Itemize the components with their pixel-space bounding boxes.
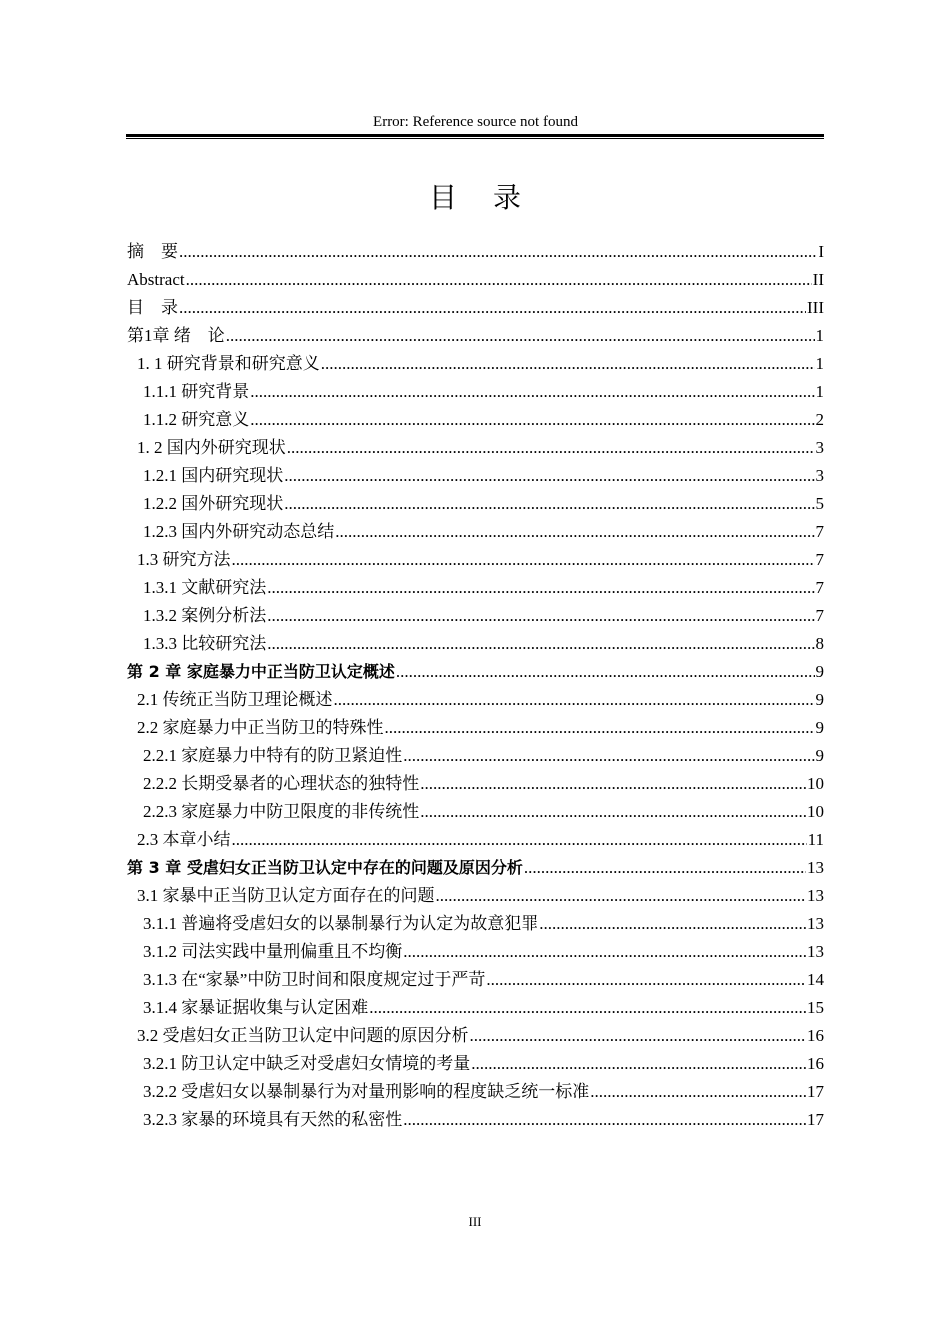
dot-leader bbox=[179, 238, 817, 266]
toc-entry-label: 1.2.2 国外研究现状 bbox=[143, 494, 284, 513]
toc-entry[interactable] bbox=[127, 462, 824, 490]
toc-entry[interactable] bbox=[127, 266, 824, 294]
dot-leader bbox=[321, 350, 815, 378]
toc-entry[interactable] bbox=[127, 602, 824, 630]
toc-entry-label: 1.3.3 比较研究法 bbox=[143, 634, 267, 653]
toc-entry[interactable] bbox=[127, 238, 824, 266]
toc-entry[interactable] bbox=[127, 994, 824, 1022]
dot-leader bbox=[420, 770, 806, 798]
dot-leader bbox=[403, 1106, 806, 1134]
running-header: Error: Reference source not found bbox=[373, 114, 578, 130]
toc-entry-label: 2.2.2 长期受暴者的心理状态的独特性 bbox=[143, 774, 420, 793]
table-of-contents bbox=[127, 238, 824, 1134]
toc-entry-label: 摘 要 bbox=[127, 242, 178, 261]
toc-entry-label: 3.2 受虐妇女正当防卫认定中问题的原因分析 bbox=[137, 1026, 469, 1045]
dot-leader bbox=[250, 406, 814, 434]
toc-entry[interactable] bbox=[127, 1022, 824, 1050]
dot-leader bbox=[420, 798, 806, 826]
toc-entry-label: 第 3 章 受虐妇女正当防卫认定中存在的问题及原因分析 bbox=[127, 858, 523, 877]
toc-entry[interactable] bbox=[127, 630, 824, 658]
toc-entry-label: 2.1 传统正当防卫理论概述 bbox=[137, 690, 333, 709]
toc-entry-page: 1 bbox=[815, 326, 824, 345]
dot-leader bbox=[369, 994, 806, 1022]
toc-entry[interactable] bbox=[127, 406, 824, 434]
toc-entry[interactable] bbox=[127, 294, 824, 322]
toc-entry-label: 2.2.3 家庭暴力中防卫限度的非传统性 bbox=[143, 802, 420, 821]
toc-entry-page: 5 bbox=[815, 494, 824, 513]
toc-entry-page: 13 bbox=[807, 942, 824, 961]
toc-entry-label: 3.1.1 普遍将受虐妇女的以暴制暴行为认定为故意犯罪 bbox=[143, 914, 539, 933]
toc-entry-label: 第 2 章 家庭暴力中正当防卫认定概述 bbox=[127, 662, 395, 681]
dot-leader bbox=[396, 658, 815, 686]
toc-entry-page: 9 bbox=[815, 746, 824, 765]
dot-leader bbox=[267, 602, 814, 630]
toc-entry-page: 13 bbox=[807, 858, 824, 877]
toc-entry-label: 1.1.1 研究背景 bbox=[143, 382, 250, 401]
dot-leader bbox=[179, 294, 806, 322]
toc-entry-page: 2 bbox=[815, 410, 824, 429]
toc-entry[interactable] bbox=[127, 434, 824, 462]
dot-leader bbox=[524, 854, 806, 882]
toc-entry-page: 7 bbox=[815, 550, 824, 569]
toc-entry[interactable] bbox=[127, 658, 824, 686]
page-title: 目录 bbox=[428, 181, 557, 214]
toc-entry-page: 1 bbox=[815, 354, 824, 373]
toc-entry-label: Abstract bbox=[127, 270, 185, 289]
dot-leader bbox=[403, 742, 814, 770]
toc-entry-page: 16 bbox=[807, 1026, 824, 1045]
toc-entry[interactable] bbox=[127, 854, 824, 882]
dot-leader bbox=[226, 322, 815, 350]
toc-entry-label: 1.3 研究方法 bbox=[137, 550, 231, 569]
toc-entry[interactable] bbox=[127, 378, 824, 406]
toc-entry[interactable] bbox=[127, 686, 824, 714]
toc-entry[interactable] bbox=[127, 714, 824, 742]
header-rule-thick bbox=[126, 134, 824, 137]
dot-leader bbox=[250, 378, 814, 406]
toc-entry-label: 1.2.3 国内外研究动态总结 bbox=[143, 522, 335, 541]
dot-leader bbox=[287, 434, 815, 462]
dot-leader bbox=[403, 938, 806, 966]
toc-entry-page: III bbox=[807, 298, 824, 317]
toc-entry-label: 3.2.1 防卫认定中缺乏对受虐妇女情境的考量 bbox=[143, 1054, 471, 1073]
toc-entry-label: 3.2.2 受虐妇女以暴制暴行为对量刑影响的程度缺乏统一标准 bbox=[143, 1082, 590, 1101]
dot-leader bbox=[267, 574, 814, 602]
toc-entry-label: 第1章 绪 论 bbox=[127, 326, 225, 345]
toc-entry-page: 17 bbox=[807, 1082, 824, 1101]
toc-entry-page: 7 bbox=[815, 522, 824, 541]
toc-entry-page: 10 bbox=[807, 802, 824, 821]
toc-entry-page: 13 bbox=[807, 914, 824, 933]
dot-leader bbox=[385, 714, 815, 742]
toc-entry-label: 3.1.3 在“家暴”中防卫时间和限度规定过于严苛 bbox=[143, 970, 486, 989]
toc-entry-page: 7 bbox=[815, 578, 824, 597]
toc-entry-page: 16 bbox=[807, 1054, 824, 1073]
toc-entry-page: 10 bbox=[807, 774, 824, 793]
toc-entry[interactable] bbox=[127, 742, 824, 770]
dot-leader bbox=[471, 1050, 806, 1078]
dot-leader bbox=[334, 686, 815, 714]
dot-leader bbox=[335, 518, 814, 546]
toc-entry-page: 3 bbox=[815, 438, 824, 457]
toc-entry-page: 1 bbox=[815, 382, 824, 401]
toc-entry[interactable] bbox=[127, 574, 824, 602]
dot-leader bbox=[470, 1022, 807, 1050]
toc-entry[interactable] bbox=[127, 490, 824, 518]
toc-entry[interactable] bbox=[127, 350, 824, 378]
toc-entry-page: 14 bbox=[807, 970, 824, 989]
toc-entry[interactable] bbox=[127, 882, 824, 910]
toc-entry[interactable] bbox=[127, 1106, 824, 1134]
toc-entry-label: 1.1.2 研究意义 bbox=[143, 410, 250, 429]
toc-entry-page: 7 bbox=[815, 606, 824, 625]
toc-entry-label: 1. 2 国内外研究现状 bbox=[137, 438, 286, 457]
toc-entry[interactable] bbox=[127, 322, 824, 350]
toc-entry[interactable] bbox=[127, 798, 824, 826]
toc-entry[interactable] bbox=[127, 826, 824, 854]
toc-entry[interactable] bbox=[127, 938, 824, 966]
dot-leader bbox=[539, 910, 806, 938]
toc-entry-page: 3 bbox=[815, 466, 824, 485]
toc-entry-page: 11 bbox=[807, 830, 824, 849]
toc-entry-label: 3.1 家暴中正当防卫认定方面存在的问题 bbox=[137, 886, 435, 905]
dot-leader bbox=[284, 462, 814, 490]
toc-entry-page: I bbox=[818, 242, 824, 261]
toc-entry-label: 1.3.1 文献研究法 bbox=[143, 578, 267, 597]
toc-entry-page: 13 bbox=[807, 886, 824, 905]
toc-entry-label: 目 录 bbox=[127, 298, 178, 317]
dot-leader bbox=[486, 966, 806, 994]
toc-entry-label: 2.2.1 家庭暴力中特有的防卫紧迫性 bbox=[143, 746, 403, 765]
toc-entry[interactable] bbox=[127, 910, 824, 938]
toc-entry-page: 9 bbox=[815, 690, 824, 709]
toc-entry-label: 3.1.4 家暴证据收集与认定困难 bbox=[143, 998, 369, 1017]
toc-entry-label: 3.2.3 家暴的环境具有天然的私密性 bbox=[143, 1110, 403, 1129]
toc-entry[interactable] bbox=[127, 1050, 824, 1078]
dot-leader bbox=[436, 882, 807, 910]
page-number: III bbox=[468, 1214, 482, 1229]
dot-leader bbox=[232, 826, 807, 854]
toc-entry-label: 1. 1 研究背景和研究意义 bbox=[137, 354, 320, 373]
toc-entry[interactable] bbox=[127, 1078, 824, 1106]
toc-entry[interactable] bbox=[127, 966, 824, 994]
toc-entry-page: II bbox=[812, 270, 824, 289]
toc-entry-label: 2.3 本章小结 bbox=[137, 830, 231, 849]
toc-entry-label: 2.2 家庭暴力中正当防卫的特殊性 bbox=[137, 718, 384, 737]
toc-entry-page: 9 bbox=[815, 662, 824, 681]
dot-leader bbox=[284, 490, 814, 518]
dot-leader bbox=[267, 630, 814, 658]
toc-entry-label: 1.2.1 国内研究现状 bbox=[143, 466, 284, 485]
toc-entry[interactable] bbox=[127, 546, 824, 574]
dot-leader bbox=[590, 1078, 806, 1106]
toc-entry-page: 15 bbox=[807, 998, 824, 1017]
toc-entry-page: 8 bbox=[815, 634, 824, 653]
toc-entry-label: 1.3.2 案例分析法 bbox=[143, 606, 267, 625]
header-rule-thin bbox=[126, 138, 824, 139]
toc-entry-page: 9 bbox=[815, 718, 824, 737]
toc-entry-page: 17 bbox=[807, 1110, 824, 1129]
toc-entry[interactable] bbox=[127, 770, 824, 798]
dot-leader bbox=[186, 266, 812, 294]
toc-entry[interactable] bbox=[127, 518, 824, 546]
dot-leader bbox=[232, 546, 815, 574]
toc-entry-label: 3.1.2 司法实践中量刑偏重且不均衡 bbox=[143, 942, 403, 961]
